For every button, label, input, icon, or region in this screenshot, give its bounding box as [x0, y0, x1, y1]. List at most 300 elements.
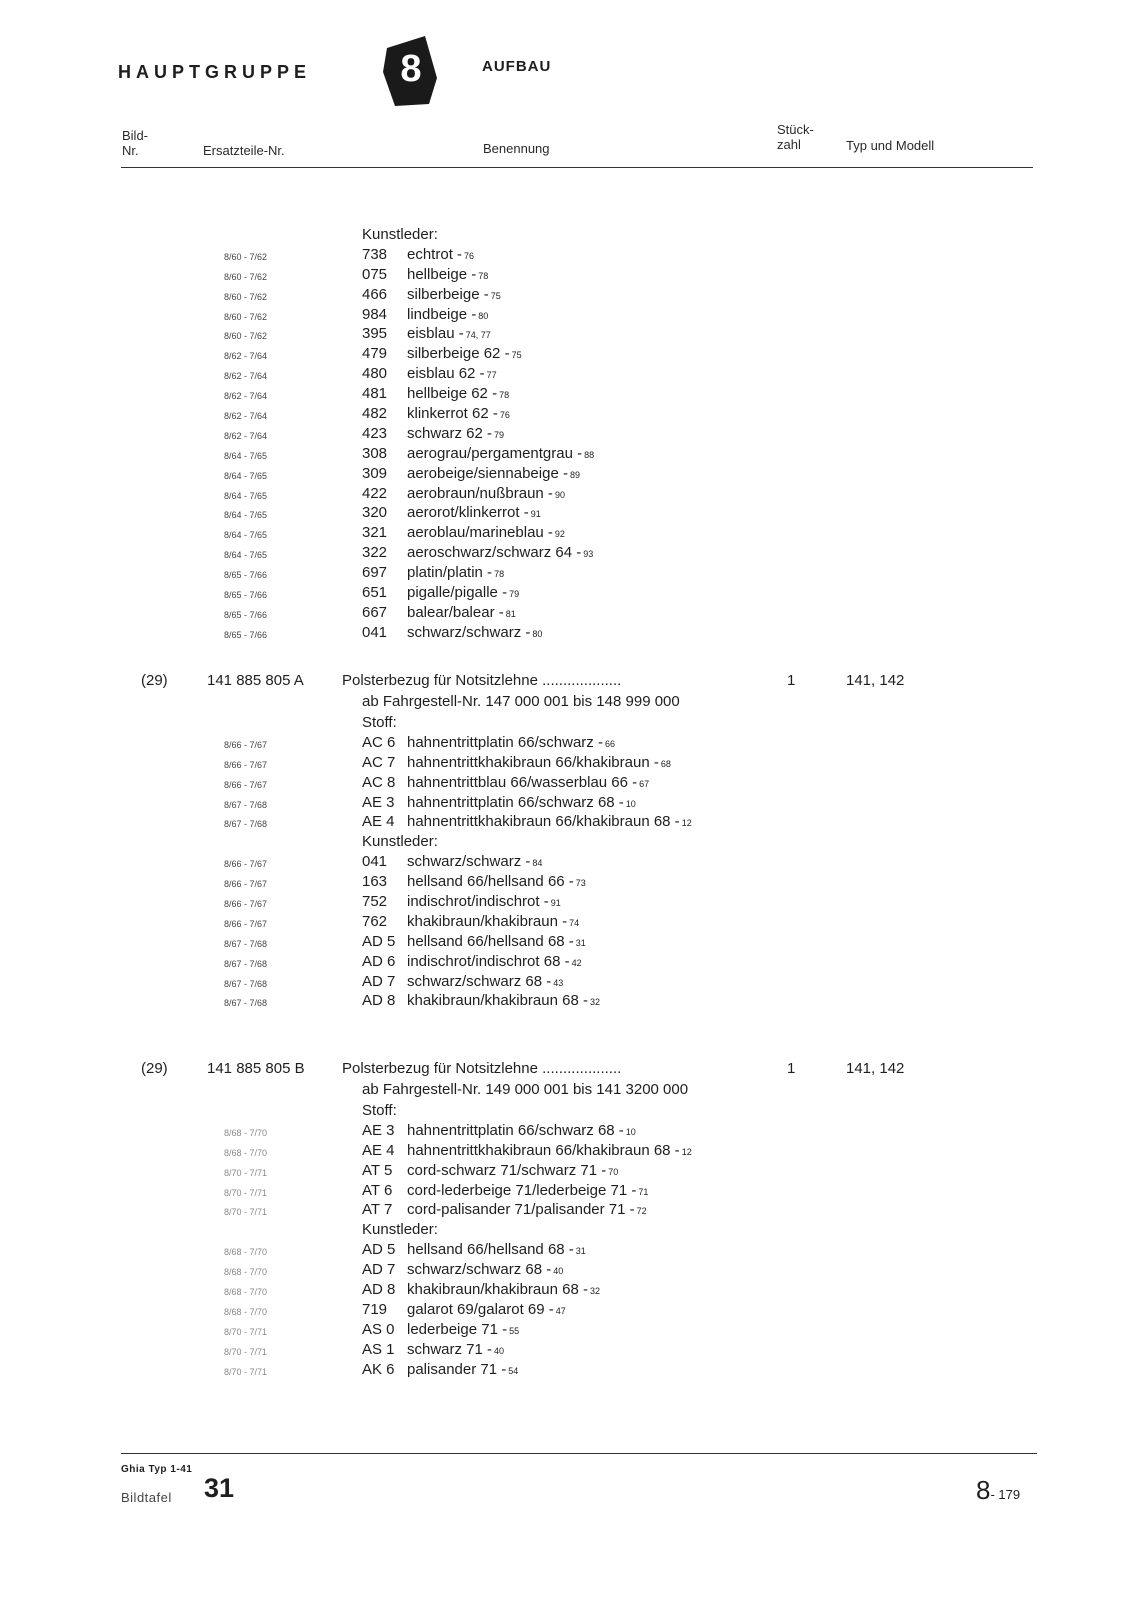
color-name — [407, 794, 636, 811]
color-name — [407, 445, 594, 462]
color-name-text: schwarz 62 - — [407, 424, 493, 442]
color-name — [407, 754, 671, 771]
part-number: 141 885 805 A — [207, 672, 304, 689]
date-range: 8/64 - 7/65 — [224, 490, 268, 501]
color-name — [407, 774, 649, 791]
list-item — [0, 385, 1141, 405]
ref-number: 80 — [532, 628, 543, 639]
color-name-text: hahnentrittplatin 66/schwarz - — [407, 733, 603, 751]
ref-number: 40 — [553, 1266, 564, 1277]
color-code: 321 — [362, 524, 388, 542]
color-name — [407, 813, 692, 830]
list-item — [0, 1162, 1141, 1182]
ref-number: 67 — [639, 778, 650, 789]
kunstleder-label: Kunstleder: — [362, 1221, 438, 1239]
date-range: 8/68 - 7/70 — [224, 1247, 268, 1258]
list-item — [0, 584, 1141, 604]
page-group: 8 — [976, 1475, 991, 1505]
color-name — [407, 465, 580, 482]
date-range: 8/67 - 7/68 — [224, 978, 268, 989]
color-name — [407, 913, 579, 930]
ref-number: 90 — [554, 489, 565, 500]
part-a-stoff-rows — [0, 734, 1141, 833]
color-code: AD 7 — [362, 1261, 396, 1279]
page-index: - 179 — [990, 1487, 1021, 1502]
ref-number: 89 — [569, 469, 580, 480]
color-code: AC 6 — [362, 733, 396, 751]
color-name-text: khakibraun/khakibraun 68 - — [407, 992, 588, 1010]
color-name-text: aerograu/pergamentgrau - — [407, 444, 583, 462]
ref-number: 71 — [638, 1186, 649, 1197]
list-item — [0, 1281, 1141, 1301]
color-code: 163 — [362, 873, 388, 891]
ref-number: 12 — [681, 818, 692, 829]
color-name — [407, 933, 586, 950]
ref-number: 73 — [575, 878, 586, 889]
date-range: 8/60 - 7/62 — [224, 271, 268, 282]
color-code: 697 — [362, 564, 388, 582]
part-row — [0, 1060, 1141, 1081]
color-code: AD 8 — [362, 1281, 396, 1299]
color-code: 075 — [362, 265, 388, 283]
ref-number: 10 — [625, 1126, 636, 1137]
date-range: 8/65 - 7/66 — [224, 629, 268, 640]
color-name-text: schwarz/schwarz - — [407, 853, 531, 871]
part-name-text: Polsterbezug für Notsitzlehne — [342, 1060, 538, 1077]
list-item — [0, 445, 1141, 465]
color-code: AE 3 — [362, 793, 395, 811]
color-name-text: cord-palisander 71/palisander 71 - — [407, 1201, 635, 1219]
color-code: AS 0 — [362, 1320, 395, 1338]
ref-number: 74, 77 — [465, 330, 491, 341]
color-code: AK 6 — [362, 1360, 395, 1378]
stoff-label-row — [0, 714, 1141, 734]
color-name-text: galarot 69/galarot 69 - — [407, 1300, 554, 1318]
list-item — [0, 1261, 1141, 1281]
date-range: 8/64 - 7/65 — [224, 450, 268, 461]
list-item — [0, 873, 1141, 893]
ref-number: 66 — [604, 738, 615, 749]
date-range: 8/66 - 7/67 — [224, 879, 268, 890]
color-name — [407, 544, 593, 561]
date-range: 8/60 - 7/62 — [224, 251, 268, 262]
color-name-text: hellsand 66/hellsand 68 - — [407, 932, 574, 950]
color-code: 322 — [362, 544, 388, 562]
color-name-text: schwarz/schwarz - — [407, 623, 531, 641]
list-item — [0, 933, 1141, 953]
date-range: 8/64 - 7/65 — [224, 470, 268, 481]
list-item — [0, 794, 1141, 814]
color-name-text: hahnentrittkhakibraun 66/khakibraun 68 - — [407, 813, 680, 831]
footer-model: Ghia Typ 1-41 — [121, 1464, 193, 1475]
date-range: 8/64 - 7/65 — [224, 550, 268, 561]
color-code: 984 — [362, 305, 388, 323]
kunstleder-label: Kunstleder: — [362, 833, 438, 851]
col-model: Typ und Modell — [846, 138, 935, 153]
color-code: AC 7 — [362, 753, 396, 771]
color-name — [407, 524, 565, 541]
stoff-label: Stoff: — [362, 714, 397, 731]
color-name — [407, 1241, 586, 1258]
list-item — [0, 604, 1141, 624]
list-item — [0, 306, 1141, 326]
color-name-text: hellsand 66/hellsand 68 - — [407, 1241, 574, 1259]
color-name-text: silberbeige 62 - — [407, 345, 510, 363]
part-qty: 1 — [787, 672, 796, 689]
date-range: 8/66 - 7/67 — [224, 899, 268, 910]
date-range: 8/68 - 7/70 — [224, 1127, 268, 1138]
ref-number: 32 — [589, 1286, 600, 1297]
color-name-text: aerorot/klinkerrot - — [407, 504, 529, 522]
color-code: 395 — [362, 325, 388, 343]
color-name-text: indischrot/indischrot 68 - — [407, 952, 570, 970]
chassis-range: ab Fahrgestell-Nr. 147 000 001 bis 148 999 000 — [362, 693, 680, 710]
list-item — [0, 973, 1141, 993]
list-item — [0, 465, 1141, 485]
list-item — [0, 853, 1141, 873]
date-range: 8/62 - 7/64 — [224, 351, 268, 362]
color-name — [407, 1341, 504, 1358]
color-code: AE 3 — [362, 1121, 395, 1139]
date-range: 8/65 - 7/66 — [224, 590, 268, 601]
color-name — [407, 325, 491, 342]
color-name-text: schwarz/schwarz 68 - — [407, 972, 552, 990]
part-block-a — [0, 672, 1141, 1012]
color-code: AD 6 — [362, 952, 396, 970]
col-bild-nr — [122, 128, 148, 158]
col-qty — [777, 122, 814, 152]
list-item — [0, 624, 1141, 644]
list-item — [0, 813, 1141, 833]
color-name-text: hellbeige 62 - — [407, 385, 498, 403]
date-range: 8/64 - 7/65 — [224, 530, 268, 541]
color-code: 719 — [362, 1300, 388, 1318]
list-item — [0, 774, 1141, 794]
kunstleder-label: Kunstleder: — [362, 226, 438, 243]
color-code: 422 — [362, 484, 388, 502]
color-code: AT 7 — [362, 1201, 393, 1219]
ref-number: 43 — [553, 977, 564, 988]
color-name — [407, 1261, 563, 1278]
color-name — [407, 973, 563, 990]
color-name-text: schwarz 71 - — [407, 1340, 493, 1358]
date-range: 8/70 - 7/71 — [224, 1326, 268, 1337]
color-name-text: cord-schwarz 71/schwarz 71 - — [407, 1161, 607, 1179]
color-code: 651 — [362, 584, 388, 602]
color-name — [407, 405, 510, 422]
date-range: 8/60 - 7/62 — [224, 291, 268, 302]
ref-number: 32 — [589, 997, 600, 1008]
color-name — [407, 564, 504, 581]
list-item — [0, 1321, 1141, 1341]
bild-nr: (29) — [141, 672, 168, 689]
plate-number: 31 — [204, 1473, 235, 1503]
ref-number: 54 — [508, 1365, 519, 1376]
date-range: 8/66 - 7/67 — [224, 739, 268, 750]
list-item — [0, 1122, 1141, 1142]
list-item — [0, 734, 1141, 754]
ref-number: 92 — [554, 529, 565, 540]
color-name-text: eisblau - — [407, 325, 464, 343]
list-item — [0, 992, 1141, 1012]
section-label — [0, 226, 1141, 246]
color-code: 320 — [362, 504, 388, 522]
date-range: 8/66 - 7/67 — [224, 759, 268, 770]
color-name-text: aeroblau/marineblau - — [407, 524, 553, 542]
col-part-no: Ersatzteile-Nr. — [203, 143, 285, 158]
date-range: 8/66 - 7/67 — [224, 779, 268, 790]
chassis-row — [0, 1081, 1141, 1102]
color-name-text: hahnentrittplatin 66/schwarz 68 - — [407, 1121, 624, 1139]
color-name-text: klinkerrot 62 - — [407, 405, 498, 423]
color-code: AC 8 — [362, 773, 396, 791]
date-range: 8/64 - 7/65 — [224, 510, 268, 521]
list-item — [0, 913, 1141, 933]
ref-number: 76 — [464, 250, 475, 261]
chassis-row — [0, 693, 1141, 714]
color-name — [407, 385, 509, 402]
chassis-range: ab Fahrgestell-Nr. 149 000 001 bis 141 3200 000 — [362, 1081, 689, 1098]
color-code: AT 6 — [362, 1181, 393, 1199]
ref-number: 77 — [486, 370, 497, 381]
page-title: HAUPTGRUPPE — [118, 62, 312, 82]
date-range: 8/67 - 7/68 — [224, 998, 268, 1009]
date-range: 8/67 - 7/68 — [224, 958, 268, 969]
list-item — [0, 1341, 1141, 1361]
color-name-text: balear/balear - — [407, 603, 504, 621]
part-b-kunst-rows — [0, 1241, 1141, 1380]
color-name — [407, 1281, 600, 1298]
color-name — [407, 873, 586, 890]
date-range: 8/60 - 7/62 — [224, 331, 268, 342]
color-code: 482 — [362, 405, 388, 423]
color-code: 423 — [362, 424, 388, 442]
col-bild-nr-line2: Nr. — [122, 143, 139, 158]
list-item — [0, 1361, 1141, 1381]
date-range: 8/65 - 7/66 — [224, 609, 268, 620]
color-name-text: aerobraun/nußbraun - — [407, 484, 553, 502]
color-name-text: schwarz/schwarz 68 - — [407, 1261, 552, 1279]
color-name-text: hahnentrittkhakibraun 66/khakibraun - — [407, 753, 659, 771]
ref-number: 78 — [494, 569, 505, 580]
list-item — [0, 286, 1141, 306]
color-name-text: pigalle/pigalle - — [407, 584, 508, 602]
color-name — [407, 365, 497, 382]
color-name — [407, 425, 504, 442]
list-item — [0, 1142, 1141, 1162]
ref-number: 84 — [532, 858, 543, 869]
ref-number: 47 — [555, 1305, 566, 1316]
color-code: AD 5 — [362, 932, 396, 950]
part-model: 141, 142 — [846, 672, 905, 689]
list-item — [0, 405, 1141, 425]
date-range: 8/62 - 7/64 — [224, 411, 268, 422]
color-name-text: hellsand 66/hellsand 66 - — [407, 873, 574, 891]
color-name — [407, 1142, 692, 1159]
part-a-kunst-rows — [0, 853, 1141, 1012]
color-name-text: lindbeige - — [407, 305, 477, 323]
color-name — [407, 1301, 566, 1318]
part-name: Polsterbezug für Notsitzlehne ................... — [342, 1060, 622, 1077]
col-name: Benennung — [483, 141, 550, 156]
list-item — [0, 953, 1141, 973]
color-code: 762 — [362, 912, 388, 930]
ref-number: 70 — [608, 1166, 619, 1177]
list-item — [0, 564, 1141, 584]
section1-rows — [0, 246, 1141, 644]
header-divider — [121, 167, 1033, 168]
ref-number: 40 — [494, 1345, 505, 1356]
color-name — [407, 306, 488, 323]
color-name — [407, 584, 519, 601]
ref-number: 68 — [660, 758, 671, 769]
bild-nr: (29) — [141, 1060, 168, 1077]
date-range: 8/70 - 7/71 — [224, 1366, 268, 1377]
ref-number: 88 — [584, 449, 595, 460]
part-qty: 1 — [787, 1060, 796, 1077]
kunstleder-label-row — [0, 833, 1141, 853]
color-code: 738 — [362, 245, 388, 263]
page-subtitle: AUFBAU — [482, 58, 552, 75]
date-range: 8/70 - 7/71 — [224, 1167, 268, 1178]
color-name-text: hellbeige - — [407, 265, 477, 283]
list-item — [0, 524, 1141, 544]
color-name-text: cord-lederbeige 71/lederbeige 71 - — [407, 1181, 637, 1199]
ref-number: 76 — [499, 410, 510, 421]
ref-number: 79 — [494, 429, 505, 440]
color-code: AE 4 — [362, 813, 395, 831]
list-item — [0, 345, 1141, 365]
date-range: 8/62 - 7/64 — [224, 371, 268, 382]
date-range: 8/62 - 7/64 — [224, 430, 268, 441]
color-name-text: khakibraun/khakibraun - — [407, 912, 568, 930]
color-name — [407, 286, 501, 303]
ref-number: 74 — [569, 917, 580, 928]
color-code: 308 — [362, 444, 388, 462]
col-qty-line1: Stück- — [777, 122, 814, 137]
part-name-text: Polsterbezug für Notsitzlehne — [342, 672, 538, 689]
color-name-text: platin/platin - — [407, 564, 493, 582]
color-name — [407, 1361, 518, 1378]
color-name — [407, 1321, 519, 1338]
ref-number: 93 — [583, 549, 594, 560]
list-item — [0, 325, 1141, 345]
color-code: 752 — [362, 893, 388, 911]
section-kunstleder-1 — [0, 226, 1141, 644]
list-item — [0, 754, 1141, 774]
color-name-text: khakibraun/khakibraun 68 - — [407, 1281, 588, 1299]
color-name-text: aeroschwarz/schwarz 64 - — [407, 544, 582, 562]
list-item — [0, 893, 1141, 913]
list-item — [0, 1182, 1141, 1202]
color-name-text: aerobeige/siennabeige - — [407, 464, 568, 482]
footer-divider — [121, 1453, 1037, 1454]
date-range: 8/66 - 7/67 — [224, 859, 268, 870]
color-name — [407, 1201, 647, 1218]
ref-number: 72 — [636, 1206, 647, 1217]
color-code: 667 — [362, 603, 388, 621]
color-name — [407, 734, 615, 751]
color-code: 309 — [362, 464, 388, 482]
color-name-text: hahnentrittplatin 66/schwarz 68 - — [407, 793, 624, 811]
list-item — [0, 1301, 1141, 1321]
date-range: 8/68 - 7/70 — [224, 1306, 268, 1317]
color-name — [407, 1182, 648, 1199]
color-name — [407, 266, 488, 283]
list-item — [0, 1241, 1141, 1261]
date-range: 8/67 - 7/68 — [224, 819, 268, 830]
footer-label: Bildtafel — [121, 1490, 172, 1505]
date-range: 8/70 - 7/71 — [224, 1187, 268, 1198]
color-code: AE 4 — [362, 1141, 395, 1159]
color-name-text: hahnentrittblau 66/wasserblau 66 - — [407, 773, 638, 791]
date-range: 8/68 - 7/70 — [224, 1287, 268, 1298]
group-badge — [381, 34, 439, 108]
part-name: Polsterbezug für Notsitzlehne ................... — [342, 672, 622, 689]
date-range: 8/68 - 7/70 — [224, 1267, 268, 1278]
date-range: 8/70 - 7/71 — [224, 1346, 268, 1357]
list-item — [0, 266, 1141, 286]
color-name — [407, 992, 600, 1009]
list-item — [0, 1201, 1141, 1221]
list-item — [0, 365, 1141, 385]
color-name — [407, 246, 474, 263]
list-item — [0, 246, 1141, 266]
color-code: AD 7 — [362, 972, 396, 990]
color-name — [407, 893, 561, 910]
color-code: AD 5 — [362, 1241, 396, 1259]
ref-number: 91 — [530, 509, 541, 520]
color-name-text: indischrot/indischrot - — [407, 893, 549, 911]
color-name — [407, 624, 542, 641]
list-item — [0, 485, 1141, 505]
ref-number: 75 — [490, 290, 501, 301]
ref-number: 78 — [478, 270, 489, 281]
color-name — [407, 953, 582, 970]
stoff-label-row — [0, 1102, 1141, 1122]
kunstleder-label-row — [0, 1221, 1141, 1241]
ref-number: 80 — [478, 310, 489, 321]
color-code: 041 — [362, 853, 388, 871]
color-name — [407, 504, 541, 521]
color-name — [407, 604, 516, 621]
color-code: 479 — [362, 345, 388, 363]
part-model: 141, 142 — [846, 1060, 905, 1077]
date-range: 8/66 - 7/67 — [224, 918, 268, 929]
color-code: AD 8 — [362, 992, 396, 1010]
date-range: 8/68 - 7/70 — [224, 1147, 268, 1158]
stoff-label: Stoff: — [362, 1102, 397, 1119]
ref-number: 91 — [550, 898, 561, 909]
list-item — [0, 504, 1141, 524]
ref-number: 55 — [509, 1325, 520, 1336]
color-name — [407, 1122, 636, 1139]
col-bild-nr-line1: Bild- — [122, 128, 149, 143]
date-range: 8/67 - 7/68 — [224, 799, 268, 810]
color-name-text: silberbeige - — [407, 285, 489, 303]
ref-number: 10 — [625, 798, 636, 809]
date-range: 8/70 - 7/71 — [224, 1207, 268, 1218]
ref-number: 42 — [571, 957, 582, 968]
color-code: 041 — [362, 623, 388, 641]
color-name-text: palisander 71 - — [407, 1360, 507, 1378]
ref-number: 78 — [499, 390, 510, 401]
list-item — [0, 425, 1141, 445]
ref-number: 12 — [681, 1146, 692, 1157]
date-range: 8/62 - 7/64 — [224, 391, 268, 402]
color-name — [407, 345, 522, 362]
color-name-text: echtrot - — [407, 245, 463, 263]
